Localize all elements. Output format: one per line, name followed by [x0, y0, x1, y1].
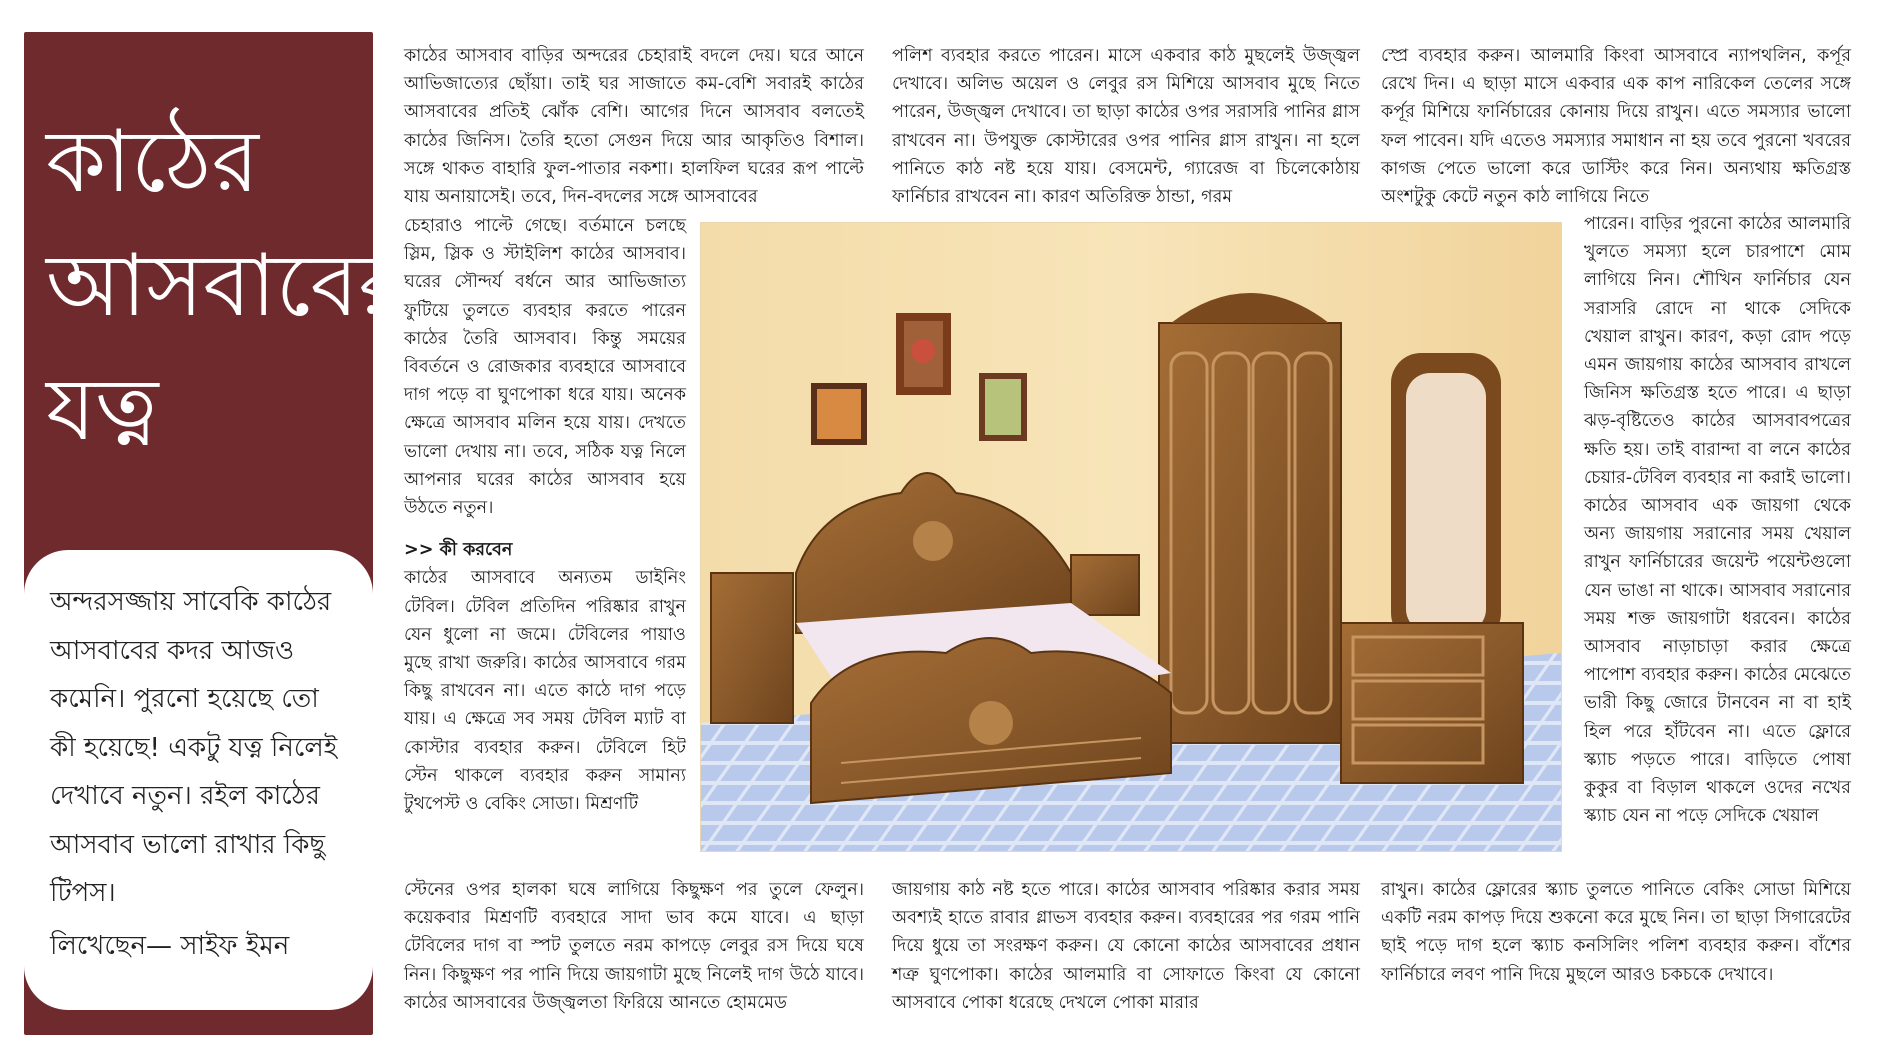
section-subhead: >> কী করবেন: [404, 540, 513, 561]
paragraph: পলিশ ব্যবহার করতে পারেন। মাসে একবার কাঠ মুছলেই উজ্জ্বল দেখাবে। অলিভ অয়েল ও লেবুর রস মিশিয়ে আসবাব মুছে নিতে পারেন, উজ্জ্বল দেখাবে। তা ছাড়া কাঠের ওপর সরাসরি পানির গ্লাস রাখবেন না। উপযুক্ত কোস্টারের ওপর পানির গ্লাস রাখুন। না হলে পানিতে কাঠ নষ্ট হয়ে যায়। বেসমেন্ট, গ্যারেজ বা চিলেকোঠায় ফার্নিচার রাখবেন না। কারণ অতিরিক্ত ঠান্ডা, গরম: [892, 46, 1360, 208]
column-3-middle: [1584, 210, 1851, 830]
paragraph: কাঠের আসবাবে অন্যতম ডাইনিং টেবিল। টেবিল প্রতিদিন পরিষ্কার রাখুন যেন ধুলো না জমে। টেবিলের পায়াও মুছে রাখা জরুরি। কাঠের আসবাবে গরম কিছু রাখবেন না। এতে কাঠে দাগ পড়ে যায়। এ ক্ষেত্রে সব সময় টেবিল ম্যাট বা কোস্টার ব্যবহার করুন। টেবিলে হিট স্টেন থাকলে ব্যবহার করুন সামান্য টুথপেস্ট ও বেকিং সোডা। মিশ্রণটি: [404, 568, 686, 815]
paragraph: রাখুন। কাঠের ফ্লোরের স্ক্যাচ তুলতে পানিতে বেকিং সোডা মিশিয়ে একটি নরম কাপড় দিয়ে শুকনো করে মুছে নিন। তা ছাড়া সিগারেটের ছাই পড়ে দাগ হলে স্ক্যাচ কনসিলিং পলিশ ব্যবহার করুন। বাঁশের ফার্নিচারে লবণ পানি দিয়ে মুছলে আরও চকচকে দেখাবে।: [1381, 880, 1851, 985]
paragraph: স্প্রে ব্যবহার করুন। আলমারি কিংবা আসবাবে ন্যাপথলিন, কর্পূর রেখে দিন। এ ছাড়া মাসে একবার এক কাপ নারিকেল তেলের সঙ্গে কর্পূর মিশিয়ে ফার্নিচারের কোনায় দিয়ে রাখুন। এতে সমস্যার ভালো ফল পাবেন। যদি এতেও সমস্যার সমাধান না হয় তবে পুরনো খবরের কাগজ পেতে ভালো করে ডাস্টিং করে নিন। অন্যথায় ক্ষতিগ্রস্ত অংশটুকু কেটে নতুন কাঠ লাগিয়ে নিতে: [1381, 46, 1851, 208]
title-line-2: আসবাবের: [46, 236, 406, 336]
column-2-top: [892, 42, 1360, 211]
paragraph: জায়গায় কাঠ নষ্ট হতে পারে। কাঠের আসবাব পরিষ্কার করার সময় অবশ্যই হাতে রাবার গ্লাভস ব্যবহার করুন। ব্যবহারের পর গরম পানি দিয়ে ধুয়ে তা সংরক্ষণ করুন। যে কোনো কাঠের আসবাবের প্রধান শত্রু ঘুণপোকা। কাঠের আলমারি বা সোফাতে কিংবা যে কোনো আসবাবে পোকা ধরেছে দেখলে পোকা মারার: [892, 880, 1360, 1013]
byline: লিখেছেন— সাইফ ইমন: [50, 931, 290, 961]
column-1-bottom: [404, 876, 864, 1017]
column-1-middle: [404, 212, 686, 818]
intro-text: অন্দরসজ্জায় সাবেকি কাঠের আসবাবের কদর আজও কমেনি। পুরনো হয়েছে তো কী হয়েছে! একটু যত্ন নিলেই দেখাবে নতুন। রইল কাঠের আসবাব ভালো রাখার কিছু টিপস।: [50, 587, 338, 908]
column-3-top: [1381, 42, 1851, 211]
column-3-bottom: [1381, 876, 1851, 989]
article-title: [46, 100, 406, 472]
paragraph: পারেন। বাড়ির পুরনো কাঠের আলমারি খুলতে সমস্যা হলে চারপাশে মোম লাগিয়ে নিন। শৌখিন ফার্নিচার যেন সরাসরি রোদে না থাকে সেদিকে খেয়াল রাখুন। কারণ, কড়া রোদ পড়ে এমন জায়গায় কাঠের আসবাব রাখলে জিনিস ক্ষতিগ্রস্ত হতে পারে। এ ছাড়া ঝড়-বৃষ্টিতেও কাঠের আসবাবপত্রের ক্ষতি হয়। তাই বারান্দা বা লনে কাঠের চেয়ার-টেবিল ব্যবহার না করাই ভালো। কাঠের আসবাব এক জায়গা থেকে অন্য জায়গায় সরানোর সময় খেয়াল রাখুন ফার্নিচারের জয়েন্ট পয়েন্টগুলো যেন ভাঙা না থাকে। আসবাব সরানোর সময় শক্ত জায়গাটা ধরবেন। কাঠের আসবাব নাড়াচাড়া করার ক্ষেত্রে পাপোশ ব্যবহার করুন। কাঠের মেঝেতে ভারী কিছু জোরে টানবেন না বা হাই হিল পরে হাঁটবেন না। এতে ফ্লোরে স্ক্যাচ পড়তে পারে। বাড়িতে পোষা কুকুর বা বিড়াল থাকলে ওদের নখের স্ক্যাচ যেন না পড়ে সেদিকে খেয়াল: [1584, 214, 1851, 827]
paragraph: স্টেনের ওপর হালকা ঘষে লাগিয়ে কিছুক্ষণ পর তুলে ফেলুন। কয়েকবার মিশ্রণটি ব্যবহারে সাদা ভাব কমে যাবে। এ ছাড়া টেবিলের দাগ বা স্পট তুলতে নরম কাপড়ে লেবুর রস দিয়ে ঘষে নিন। কিছুক্ষণ পর পানি দিয়ে জায়গাটা মুছে নিলেই দাগ উঠে যাবে। কাঠের আসবাবের উজ্জ্বলতা ফিরিয়ে আনতে হোমমেড: [404, 880, 864, 1013]
column-1-top: [404, 42, 864, 211]
paragraph: চেহারাও পাল্টে গেছে। বর্তমানে চলছে স্লিম, স্লিক ও স্টাইলিশ কাঠের আসবাব। ঘরের সৌন্দর্য বর্ধনে আর আভিজাত্য ফুটিয়ে তুলতে ব্যবহার করতে পারেন কাঠের তৈরি আসবাব। কিন্তু সময়ের বিবর্তনে ও রোজকার ব্যবহারে আসবাবে দাগ পড়ে বা ঘুণপোকা ধরে যায়। অনেক ক্ষেত্রে আসবাব মলিন হয়ে যায়। দেখতে ভালো দেখায় না। তবে, সঠিক যত্ন নিলে আপনার ঘরের কাঠের আসবাব হয়ে উঠতে নতুন।: [404, 216, 686, 519]
bedroom-illustration: [701, 223, 1561, 851]
title-line-3: যত্ন: [46, 360, 159, 460]
column-2-bottom: [892, 876, 1360, 1017]
bedroom-furniture-photo: [700, 222, 1562, 852]
title-line-1: কাঠের: [46, 112, 259, 212]
paragraph: কাঠের আসবাব বাড়ির অন্দরের চেহারাই বদলে দেয়। ঘরে আনে আভিজাত্যের ছোঁয়া। তাই ঘর সাজাতে কম-বেশি সবারই কাঠের আসবাবের প্রতিই ঝোঁক বেশি। আগের দিনে আসবাব বলতেই কাঠের জিনিস। তৈরি হতো সেগুন দিয়ে আর আকৃতিও বিশাল। সঙ্গে থাকত বাহারি ফুল-পাতার নকশা। হালফিল ঘরের রূপ পাল্টে যায় অনায়াসেই। তবে, দিন-বদলের সঙ্গে আসবাবের: [404, 46, 864, 208]
